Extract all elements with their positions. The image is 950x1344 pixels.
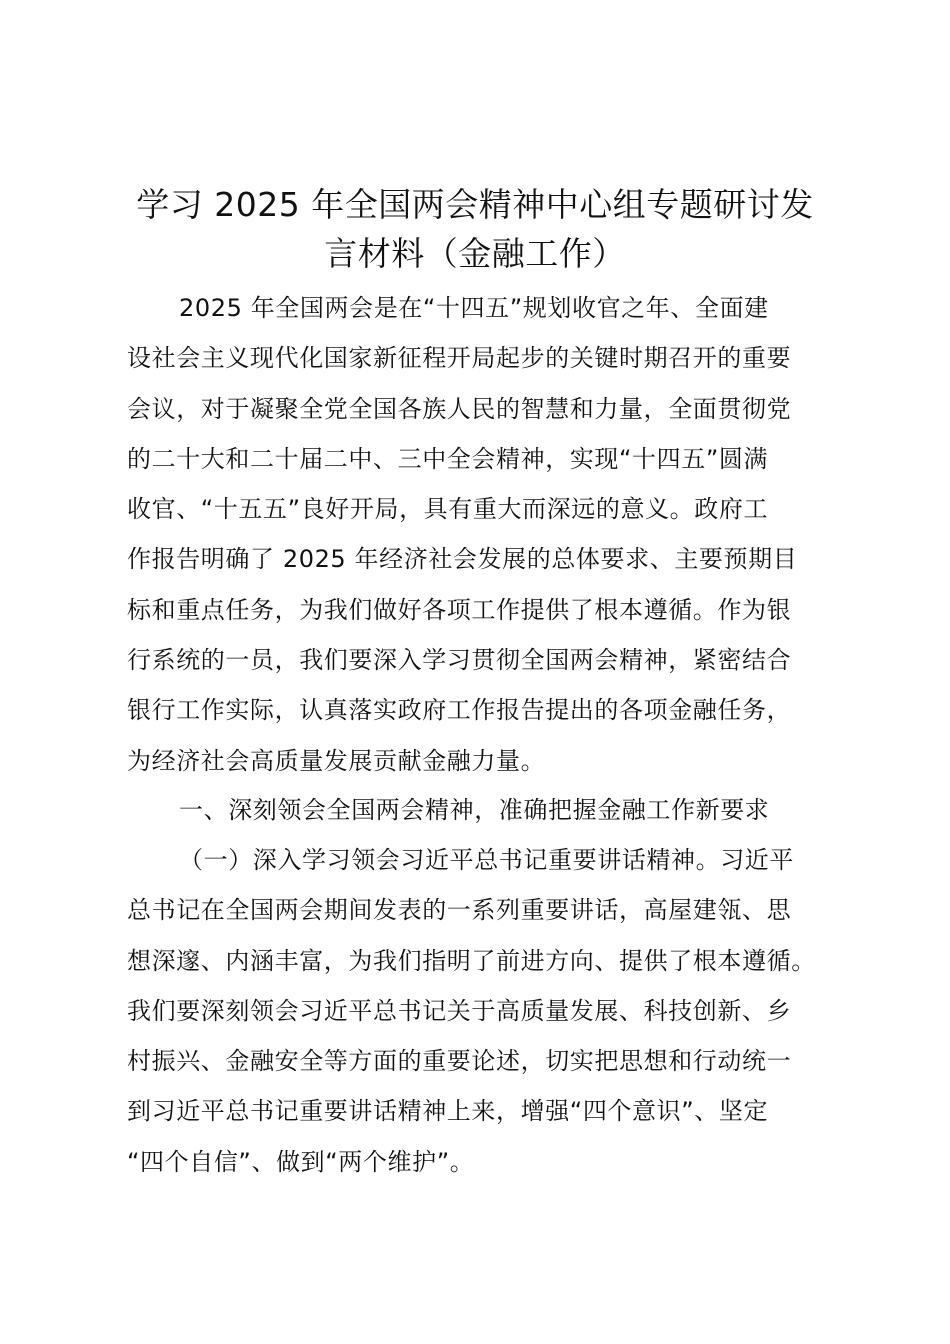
paragraph-line: 作报告明确了 2025 年经济社会发展的总体要求、主要预期目 bbox=[127, 545, 798, 574]
document-title bbox=[100, 180, 850, 278]
title-line: 言材料（金融工作） bbox=[324, 234, 626, 273]
paragraph-line: （一）深入学习领会习近平总书记重要讲话精神。习近平 bbox=[179, 846, 794, 874]
paragraph-line: 收官、“十五五”良好开局，具有重大而深远的意义。政府工 bbox=[127, 495, 769, 524]
paragraph-line: 总书记在全国两会期间发表的一系列重要讲话，高屋建瓴、思 bbox=[127, 896, 792, 925]
paragraph-line: 标和重点任务，为我们做好各项工作提供了根本遵循。作为银 bbox=[127, 595, 792, 624]
paragraph-line: 2025 年全国两会是在“十四五”规划收官之年、全面建 bbox=[179, 294, 769, 322]
paragraph-line: 设社会主义现代化国家新征程开局起步的关键时期召开的重要 bbox=[127, 344, 792, 373]
paragraph-line: 想深邃、内涵丰富，为我们指明了前进方向、提供了根本遵循。 bbox=[127, 946, 816, 975]
paragraph-line: 的二十大和二十届二中、三中全会精神，实现“十四五”圆满 bbox=[127, 444, 769, 473]
section-heading-text: 一、深刻领会全国两会精神，准确把握金融工作新要求 bbox=[179, 796, 770, 824]
paragraph-line: “四个自信”、做到“两个维护”。 bbox=[127, 1147, 475, 1176]
title-line: 学习 2025 年全国两会精神中心组专题研讨发 bbox=[136, 185, 814, 224]
paragraph-line: 会议，对于凝聚全党全国各族人民的智慧和力量，全面贯彻党 bbox=[127, 394, 792, 423]
section-heading bbox=[127, 785, 839, 835]
paragraph-line: 行系统的一员，我们要深入学习贯彻全国两会精神，紧密结合 bbox=[127, 646, 792, 675]
subsection-paragraph bbox=[127, 835, 839, 1187]
paragraph-line: 银行工作实际，认真落实政府工作报告提出的各项金融任务， bbox=[127, 696, 792, 725]
paragraph-line: 我们要深刻领会习近平总书记关于高质量发展、科技创新、乡 bbox=[127, 996, 792, 1025]
paragraph-line: 村振兴、金融安全等方面的重要论述，切实把思想和行动统一 bbox=[127, 1047, 792, 1076]
paragraph-line: 为经济社会高质量发展贡献金融力量。 bbox=[127, 746, 546, 775]
paragraph-line: 到习近平总书记重要讲话精神上来，增强“四个意识”、坚定 bbox=[127, 1097, 769, 1126]
intro-paragraph bbox=[127, 283, 839, 786]
